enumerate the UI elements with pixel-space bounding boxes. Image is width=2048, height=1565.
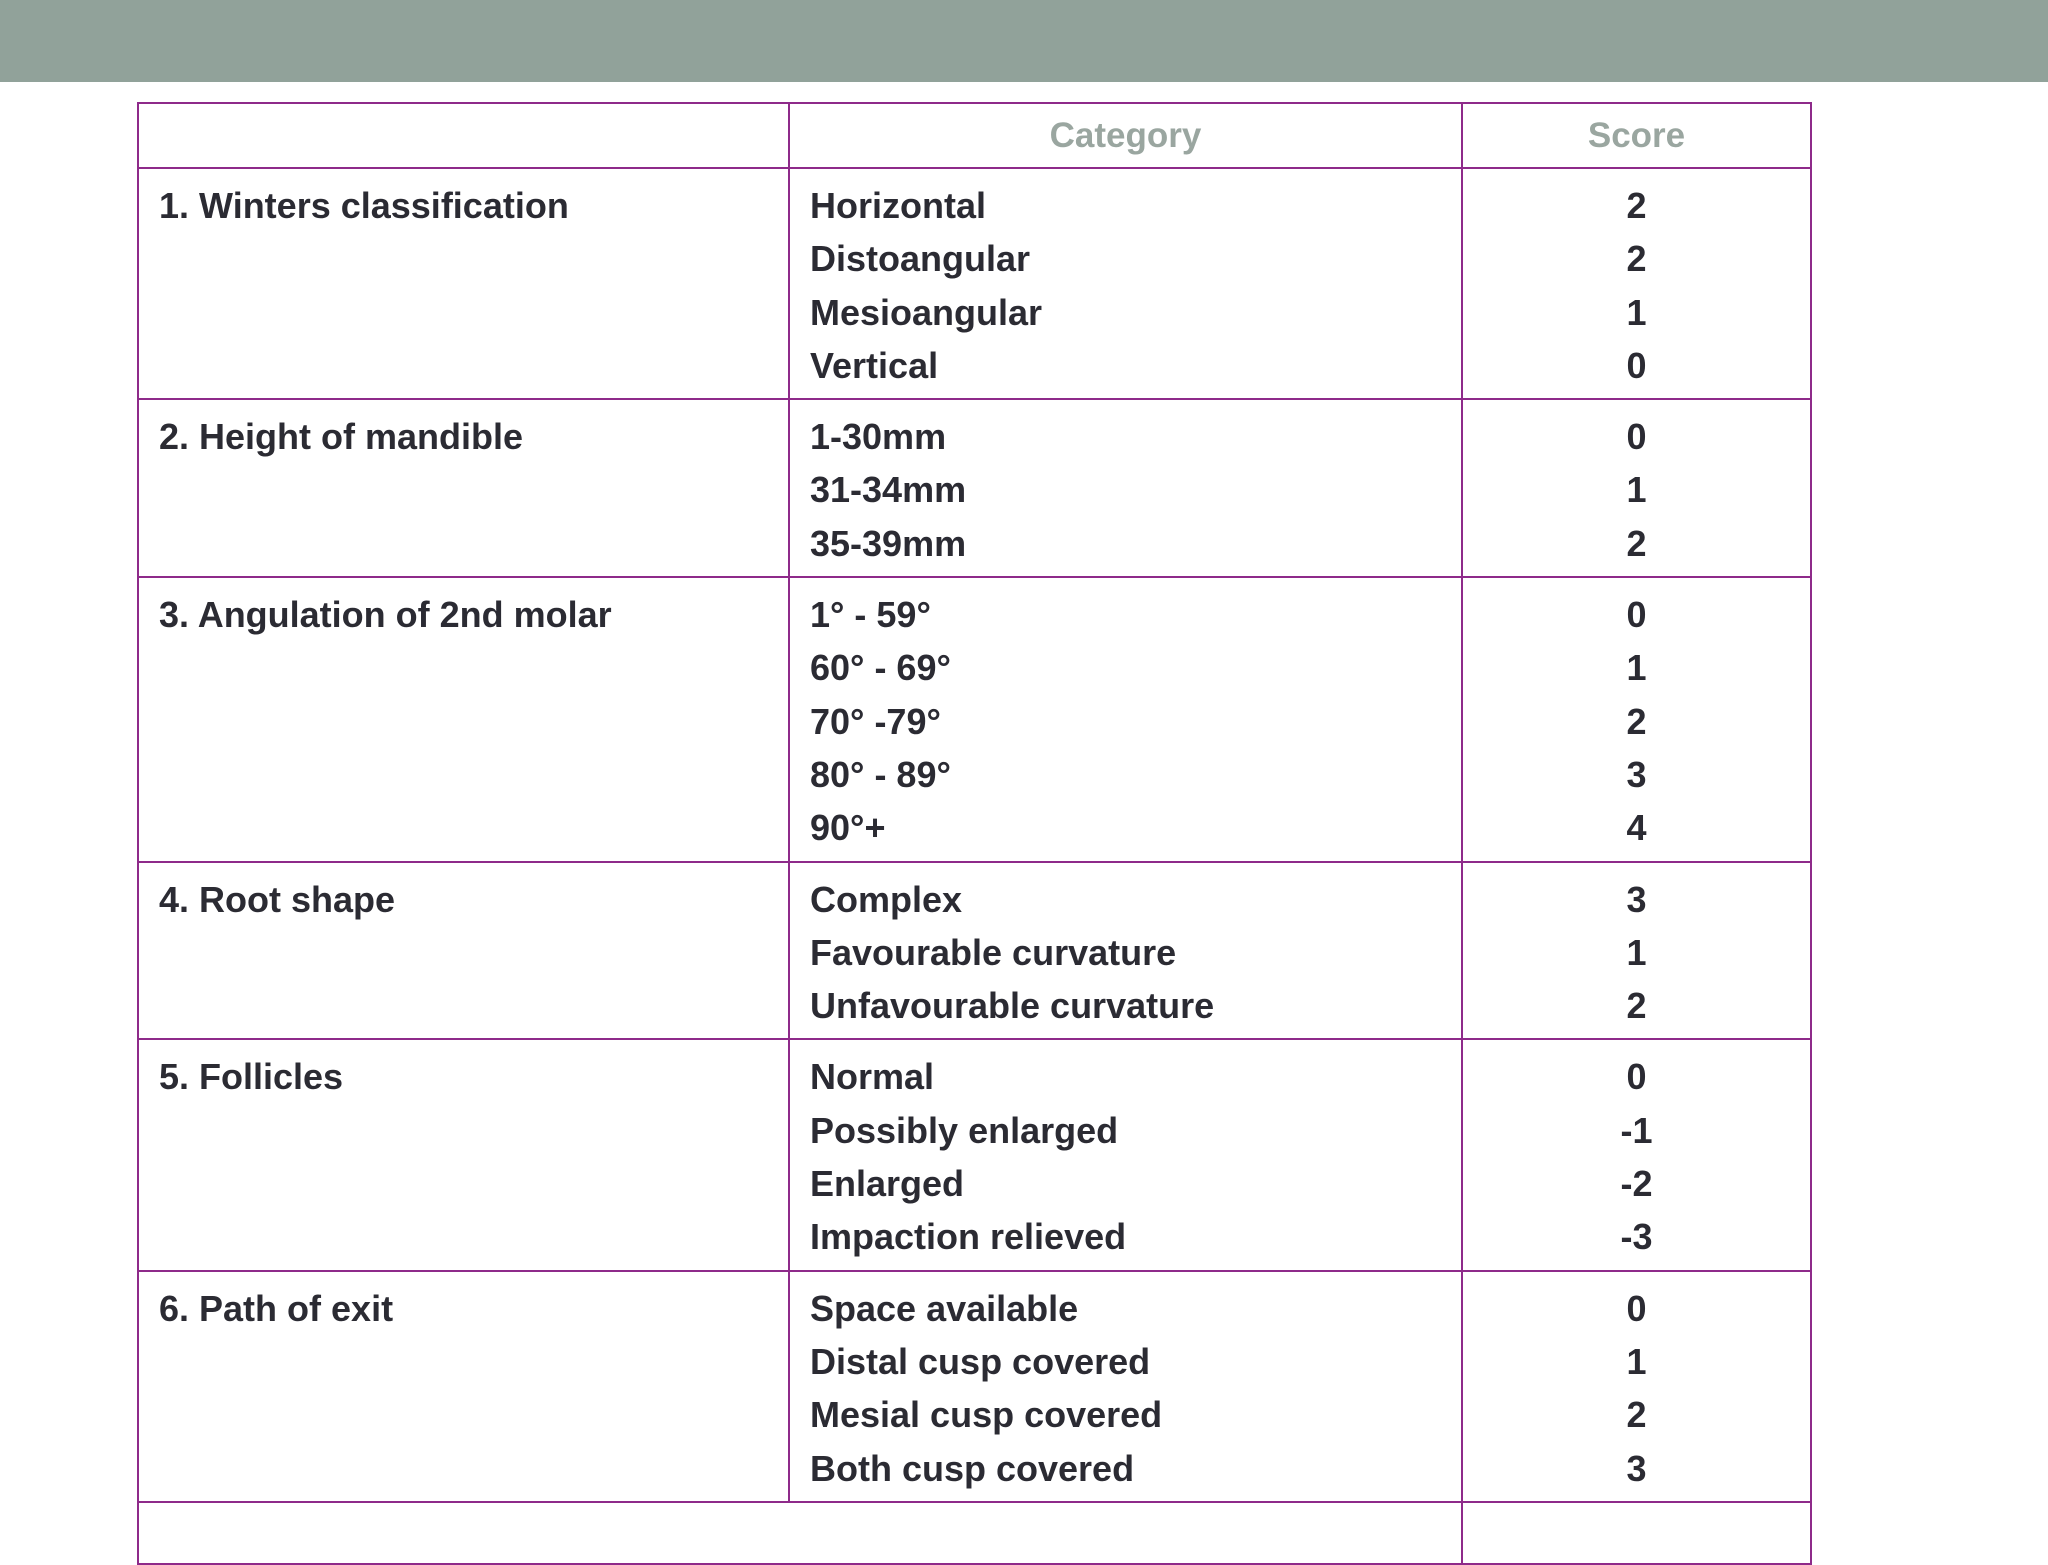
category-option: Both cusp covered <box>810 1447 1135 1489</box>
score-value: 1 <box>1626 931 1647 973</box>
category-option: Enlarged <box>810 1163 965 1205</box>
score-value: 1 <box>1626 469 1647 511</box>
score-cell <box>1462 577 1811 861</box>
score-cell <box>1462 1271 1811 1502</box>
category-option: Impaction relieved <box>810 1216 1127 1258</box>
criterion-cell: 3. Angulation of 2nd molar <box>138 577 789 861</box>
empty-score-cell <box>1462 1502 1811 1564</box>
scoring-table <box>137 102 1812 1565</box>
table-empty-row <box>138 1502 1811 1564</box>
category-option: Space available <box>810 1287 1079 1329</box>
table-row <box>138 1039 1811 1270</box>
category-option: 1° - 59° <box>810 594 931 636</box>
category-option: Distal cusp covered <box>810 1340 1151 1382</box>
category-option: 80° - 89° <box>810 753 951 795</box>
category-option: Distoangular <box>810 238 1031 280</box>
score-value: 1 <box>1626 647 1647 689</box>
table-row <box>138 1271 1811 1502</box>
score-cell <box>1462 1039 1811 1270</box>
score-value: -1 <box>1620 1109 1653 1151</box>
category-option: Favourable curvature <box>810 931 1177 973</box>
category-option: Complex <box>810 878 963 920</box>
category-option: 70° -79° <box>810 700 941 742</box>
score-value: 1 <box>1626 1340 1647 1382</box>
score-value: 0 <box>1626 1287 1647 1329</box>
table-row <box>138 862 1811 1040</box>
score-value: 2 <box>1626 185 1647 226</box>
header-score: Score <box>1462 103 1811 168</box>
table-row <box>138 577 1811 861</box>
category-cell <box>789 1271 1462 1502</box>
category-option: Mesioangular <box>810 291 1043 333</box>
score-value: 3 <box>1626 753 1647 795</box>
score-value: 0 <box>1626 344 1647 386</box>
score-value: 2 <box>1626 238 1647 280</box>
score-value: 3 <box>1626 878 1647 920</box>
category-cell <box>789 577 1462 861</box>
score-value: 1 <box>1626 291 1647 333</box>
score-value: 2 <box>1626 1394 1647 1436</box>
score-value: 0 <box>1626 1056 1647 1098</box>
score-value: 2 <box>1626 700 1647 742</box>
header-criterion <box>138 103 789 168</box>
score-value: 0 <box>1626 416 1647 458</box>
category-option: Possibly enlarged <box>810 1109 1119 1151</box>
criterion-cell: 5. Follicles <box>138 1039 789 1270</box>
category-option: Horizontal <box>810 185 986 226</box>
category-cell <box>789 399 1462 577</box>
criterion-cell: 2. Height of mandible <box>138 399 789 577</box>
category-option: 90°+ <box>810 807 886 849</box>
score-cell <box>1462 168 1811 399</box>
category-option: 31-34mm <box>810 469 967 511</box>
score-cell <box>1462 862 1811 1040</box>
score-value: 2 <box>1626 985 1647 1027</box>
score-value: 2 <box>1626 522 1647 564</box>
score-value: 3 <box>1626 1447 1647 1489</box>
criterion-cell: 4. Root shape <box>138 862 789 1040</box>
score-value: 4 <box>1626 807 1647 849</box>
category-option: Mesial cusp covered <box>810 1394 1163 1436</box>
category-option: 35-39mm <box>810 522 967 564</box>
table-header-row <box>138 103 1811 168</box>
table-row <box>138 168 1811 399</box>
category-option: 1-30mm <box>810 416 947 458</box>
category-option: Vertical <box>810 344 939 386</box>
category-option: Unfavourable curvature <box>810 985 1215 1027</box>
category-cell <box>789 1039 1462 1270</box>
score-value: -2 <box>1620 1163 1653 1205</box>
top-banner <box>0 0 2048 82</box>
category-option: Normal <box>810 1056 935 1098</box>
criterion-cell: 1. Winters classification <box>138 168 789 399</box>
category-cell <box>789 862 1462 1040</box>
category-cell <box>789 168 1462 399</box>
header-category: Category <box>789 103 1462 168</box>
category-option: 60° - 69° <box>810 647 951 689</box>
score-value: 0 <box>1626 594 1647 636</box>
score-value: -3 <box>1620 1216 1653 1258</box>
score-cell <box>1462 399 1811 577</box>
table-row <box>138 399 1811 577</box>
empty-cell <box>138 1502 1462 1564</box>
criterion-cell: 6. Path of exit <box>138 1271 789 1502</box>
